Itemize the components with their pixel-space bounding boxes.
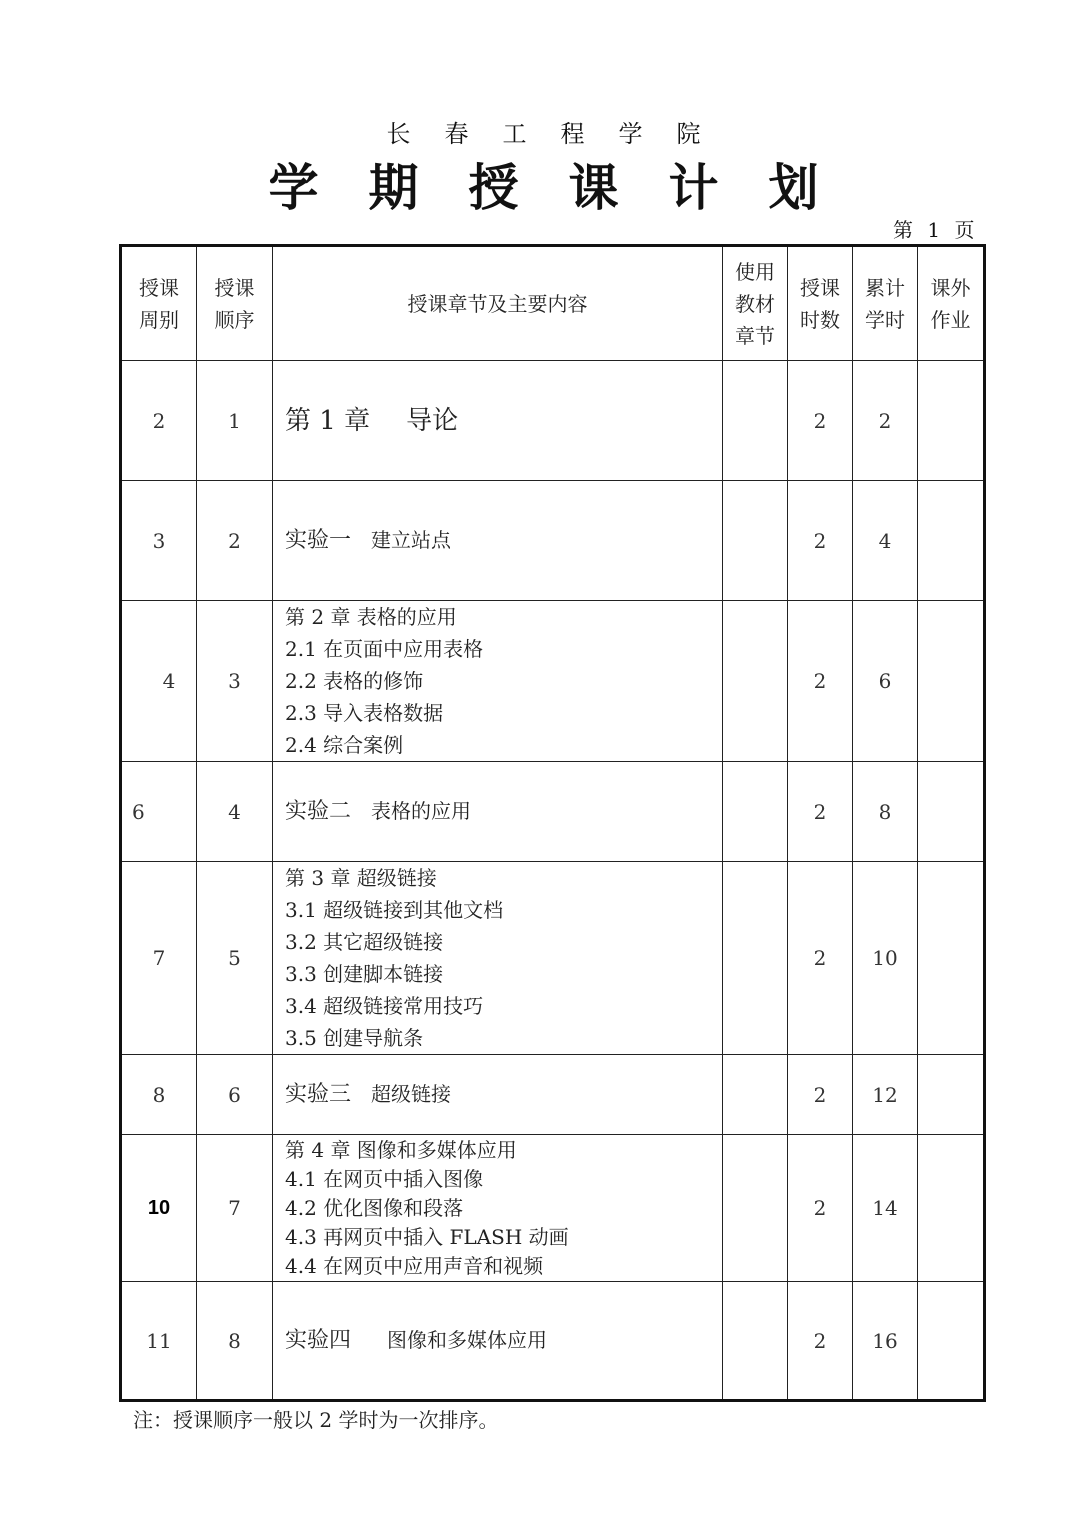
page-title: 学期授课计划 bbox=[268, 158, 869, 217]
cell-cumulative: 2 bbox=[853, 361, 918, 481]
cell-homework bbox=[918, 481, 985, 601]
content-title: 第 3 章 超级链接 bbox=[285, 866, 437, 890]
footnote: 注：授课顺序一般以 2 学时为一次排序。 bbox=[133, 1408, 499, 1432]
cell-hours: 2 bbox=[788, 762, 853, 862]
cell-textbook bbox=[723, 1055, 788, 1135]
content-title-2: 导论 bbox=[406, 405, 459, 436]
col-header-textbook: 使用教材章节 bbox=[723, 246, 788, 361]
cell-hours: 2 bbox=[788, 1055, 853, 1135]
table-row bbox=[121, 1282, 985, 1401]
col-header-content: 授课章节及主要内容 bbox=[273, 246, 723, 361]
cell-week: 3 bbox=[121, 481, 197, 601]
cell-order: 8 bbox=[197, 1282, 273, 1401]
cell-homework bbox=[918, 1055, 985, 1135]
content-line: 4.4 在网页中应用声音和视频 bbox=[285, 1253, 544, 1278]
cell-homework bbox=[918, 601, 985, 762]
content-title: 实验二 bbox=[285, 799, 352, 824]
cell-homework bbox=[918, 762, 985, 862]
table-row bbox=[121, 762, 985, 862]
content-line: 2.2 表格的修饰 bbox=[285, 669, 424, 693]
schedule-table bbox=[119, 244, 986, 1402]
cell-homework bbox=[918, 361, 985, 481]
content-title: 实验三 bbox=[285, 1082, 352, 1107]
cell-order: 5 bbox=[197, 862, 273, 1055]
col-header-week: 授课周别 bbox=[121, 246, 197, 361]
cell-cumulative: 6 bbox=[853, 601, 918, 762]
content-title-2: 图像和多媒体应用 bbox=[387, 1328, 548, 1352]
cell-content bbox=[273, 361, 723, 481]
col-header-order: 授课顺序 bbox=[197, 246, 273, 361]
cell-week: 10 bbox=[121, 1135, 197, 1282]
header-row bbox=[121, 246, 985, 361]
cell-content bbox=[273, 1282, 723, 1401]
cell-textbook bbox=[723, 481, 788, 601]
cell-hours: 2 bbox=[788, 481, 853, 601]
cell-cumulative: 14 bbox=[853, 1135, 918, 1282]
cell-hours: 2 bbox=[788, 1282, 853, 1401]
content-line: 3.1 超级链接到其他文档 bbox=[285, 898, 504, 922]
cell-order: 7 bbox=[197, 1135, 273, 1282]
cell-homework bbox=[918, 862, 985, 1055]
cell-content bbox=[273, 1135, 723, 1282]
cell-hours: 2 bbox=[788, 1135, 853, 1282]
content-line: 3.3 创建脚本链接 bbox=[285, 962, 444, 986]
content-line: 4.1 在网页中插入图像 bbox=[285, 1166, 484, 1191]
content-line: 2.3 导入表格数据 bbox=[285, 701, 444, 725]
content-title-2: 建立站点 bbox=[371, 528, 452, 552]
cell-cumulative: 8 bbox=[853, 762, 918, 862]
cell-hours: 2 bbox=[788, 862, 853, 1055]
page-number: 第 1 页 bbox=[893, 218, 975, 242]
cell-textbook bbox=[723, 862, 788, 1055]
cell-homework bbox=[918, 1282, 985, 1401]
cell-week: 6 bbox=[121, 762, 197, 862]
content-title: 第 2 章 表格的应用 bbox=[285, 605, 457, 629]
content-title: 第 4 章 图像和多媒体应用 bbox=[285, 1137, 517, 1162]
cell-content bbox=[273, 762, 723, 862]
content-line: 3.4 超级链接常用技巧 bbox=[285, 994, 484, 1018]
cell-order: 6 bbox=[197, 1055, 273, 1135]
table-row bbox=[121, 862, 985, 1055]
content-line: 4.2 优化图像和段落 bbox=[285, 1195, 464, 1220]
cell-order: 1 bbox=[197, 361, 273, 481]
col-header-homework: 课外作业 bbox=[918, 246, 985, 361]
table-row bbox=[121, 361, 985, 481]
cell-textbook bbox=[723, 1135, 788, 1282]
table-row bbox=[121, 601, 985, 762]
cell-textbook bbox=[723, 1282, 788, 1401]
cell-cumulative: 10 bbox=[853, 862, 918, 1055]
cell-textbook bbox=[723, 601, 788, 762]
content-line: 3.2 其它超级链接 bbox=[285, 930, 444, 954]
cell-cumulative: 12 bbox=[853, 1055, 918, 1135]
cell-cumulative: 4 bbox=[853, 481, 918, 601]
cell-textbook bbox=[723, 762, 788, 862]
cell-week: 4 bbox=[121, 601, 197, 762]
content-line: 2.4 综合案例 bbox=[285, 733, 404, 757]
cell-order: 2 bbox=[197, 481, 273, 601]
cell-hours: 2 bbox=[788, 361, 853, 481]
content-line: 3.5 创建导航条 bbox=[285, 1026, 424, 1050]
cell-week: 8 bbox=[121, 1055, 197, 1135]
content-line: 4.3 再网页中插入 FLASH 动画 bbox=[285, 1224, 569, 1249]
cell-textbook bbox=[723, 361, 788, 481]
table-row bbox=[121, 481, 985, 601]
cell-order: 3 bbox=[197, 601, 273, 762]
cell-cumulative: 16 bbox=[853, 1282, 918, 1401]
cell-homework bbox=[918, 1135, 985, 1282]
cell-week: 2 bbox=[121, 361, 197, 481]
col-header-hours: 授课时数 bbox=[788, 246, 853, 361]
content-title: 第 1 章 bbox=[285, 405, 371, 436]
content-title-2: 超级链接 bbox=[371, 1082, 452, 1106]
cell-week: 7 bbox=[121, 862, 197, 1055]
school-name: 长春工程学院 bbox=[386, 120, 735, 148]
table-row bbox=[121, 1135, 985, 1282]
content-title-2: 表格的应用 bbox=[371, 799, 472, 823]
table-row bbox=[121, 1055, 985, 1135]
content-line: 2.1 在页面中应用表格 bbox=[285, 637, 484, 661]
cell-content bbox=[273, 601, 723, 762]
cell-hours: 2 bbox=[788, 601, 853, 762]
cell-order: 4 bbox=[197, 762, 273, 862]
content-title: 实验四 bbox=[285, 1328, 352, 1353]
cell-content bbox=[273, 481, 723, 601]
cell-content bbox=[273, 1055, 723, 1135]
col-header-cumulative: 累计学时 bbox=[853, 246, 918, 361]
cell-content bbox=[273, 862, 723, 1055]
cell-week: 11 bbox=[121, 1282, 197, 1401]
content-title: 实验一 bbox=[285, 528, 352, 553]
